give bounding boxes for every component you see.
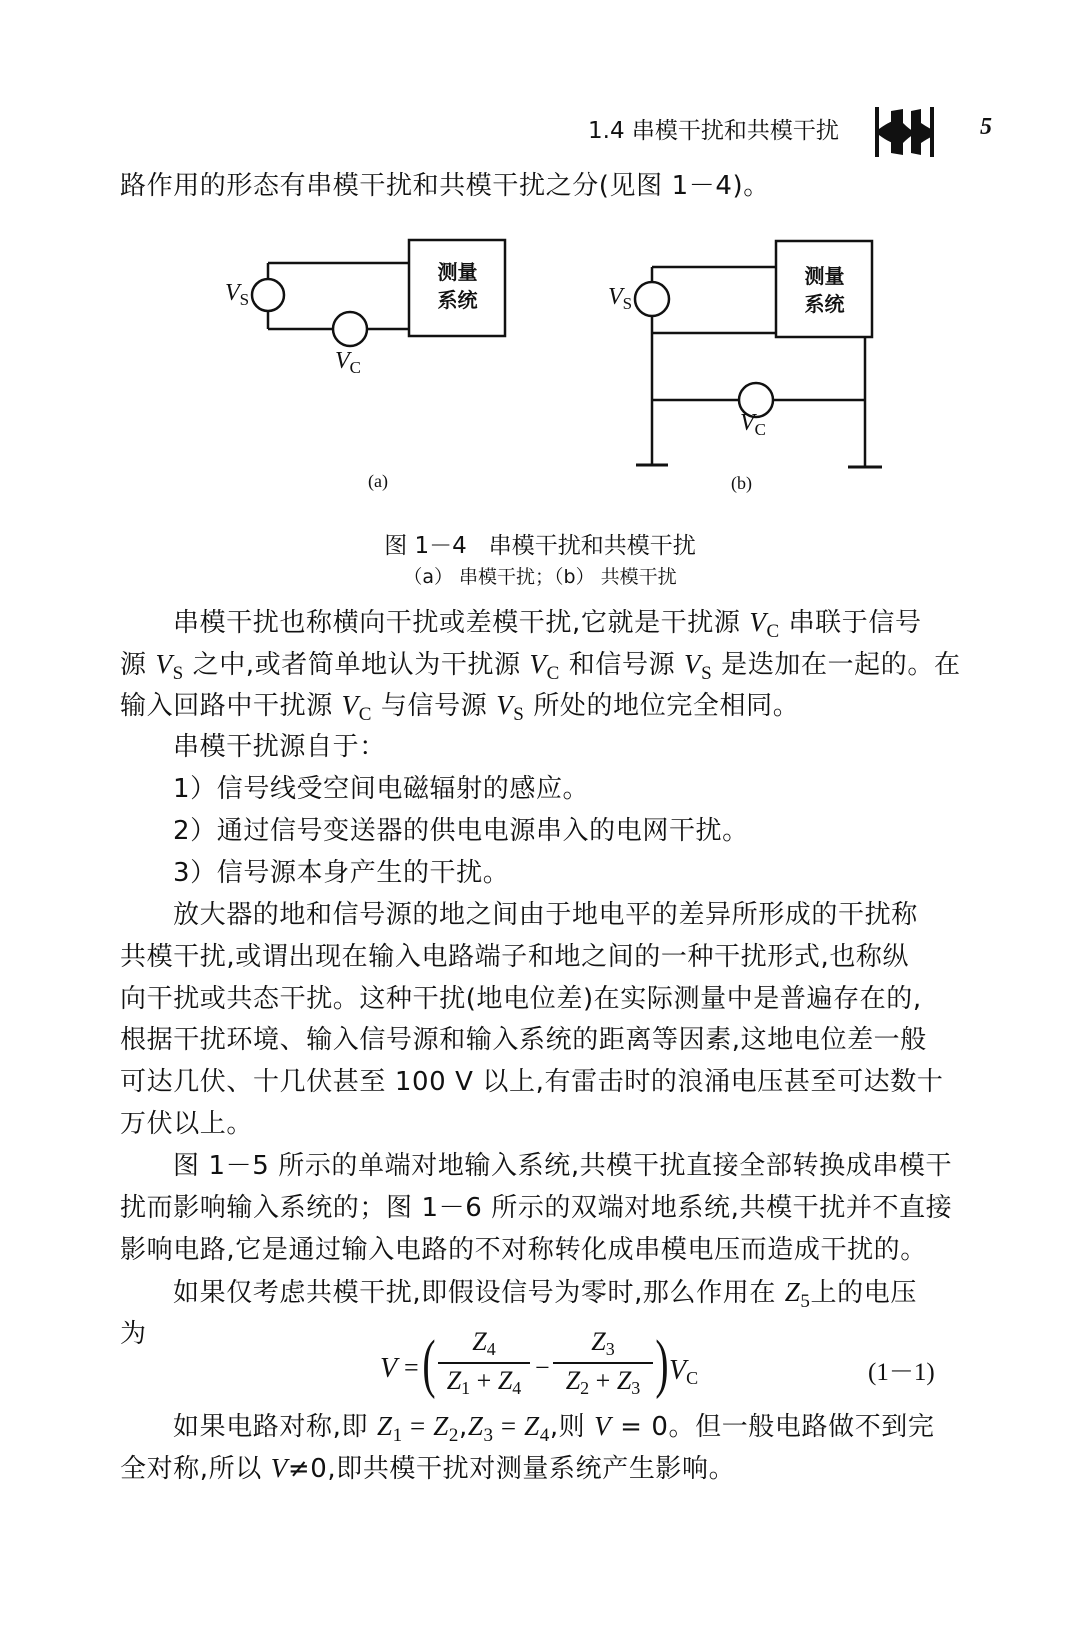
sub: 3: [483, 1425, 494, 1446]
text: 如果仅考虑共模干扰,即假设信号为零时,那么作用在: [173, 1278, 785, 1308]
figure-caption: 图 1－4 串模干扰和共模干扰: [384, 533, 696, 559]
figure-1-4-circuit-diagrams: [0, 0, 1080, 520]
text: ,: [458, 1412, 468, 1442]
sub: 1: [461, 1378, 471, 1398]
vs-var: V: [225, 280, 240, 306]
eq-right-paren: ): [655, 1327, 669, 1400]
frac1-bar: [438, 1362, 530, 1364]
frac2-numerator: [553, 1327, 653, 1360]
vc-var: V: [335, 348, 350, 374]
paragraph-4-line-1: [173, 1276, 917, 1318]
var: Z: [472, 1327, 487, 1356]
list-item: 3）信号源本身产生的干扰。: [173, 858, 510, 888]
var: V: [669, 1355, 687, 1386]
var: Z: [376, 1411, 393, 1441]
sub: 4: [512, 1378, 522, 1398]
vc-sub: C: [349, 358, 362, 377]
plus: +: [470, 1366, 498, 1395]
paragraph-1-line-2: [120, 648, 961, 690]
text: 串联于信号: [779, 608, 922, 638]
panel-b-box-label: [777, 262, 872, 318]
figure-subcaption: （a） 串模干扰；（b） 共模干扰: [403, 566, 677, 588]
var: V: [155, 649, 173, 679]
text: 上的电压: [810, 1278, 917, 1308]
var: V: [341, 690, 359, 720]
paragraph-3-line: 影响电路,它是通过输入电路的不对称转化成串模电压而造成干扰的。: [120, 1235, 927, 1265]
sub: 2: [580, 1378, 590, 1398]
running-header-section-title: 1.4 串模干扰和共模干扰: [588, 118, 839, 144]
sub: S: [513, 704, 525, 725]
panel-a-box-label: [410, 258, 505, 314]
frac2-bar: [553, 1362, 653, 1364]
text: 输入回路中干扰源: [120, 691, 342, 721]
sub: S: [701, 663, 713, 684]
vc-sub: C: [754, 420, 767, 439]
sub: 4: [539, 1425, 550, 1446]
sub: S: [172, 663, 184, 684]
panel-b-vs-label: [608, 284, 632, 314]
vs-var: V: [608, 284, 623, 310]
var: Z: [565, 1366, 581, 1395]
sub: 5: [800, 1291, 811, 1312]
eq-fraction-2: [553, 1327, 653, 1399]
sub: 3: [605, 1339, 615, 1359]
vc-var: V: [740, 410, 755, 436]
frac1-numerator: [438, 1327, 530, 1360]
text: 是迭加在一起的。在: [712, 650, 961, 680]
paragraph-5-line-1: [173, 1410, 935, 1452]
text: 所处的地位完全相同。: [524, 691, 800, 721]
panel-a-box-line1: 测量: [437, 260, 478, 284]
eq-left-paren: (: [422, 1327, 436, 1400]
panel-a-box-line2: 系统: [437, 288, 478, 312]
sub: 4: [486, 1339, 496, 1359]
eq-equals: =: [404, 1353, 419, 1382]
var: Z: [446, 1366, 462, 1395]
list-item: 2）通过信号变送器的供电电源串入的电网干扰。: [173, 816, 749, 846]
text: 全对称,所以: [120, 1454, 271, 1484]
text: 串模干扰也称横向干扰或差模干扰,它就是干扰源: [173, 608, 750, 638]
op: =: [402, 1411, 434, 1441]
page-number: 5: [980, 114, 992, 140]
intro-text-line: 路作用的形态有串模干扰和共模干扰之分(见图 1－4)。: [120, 171, 770, 201]
var: V: [529, 649, 547, 679]
frac2-denominator: [553, 1366, 653, 1399]
var: Z: [497, 1366, 513, 1395]
eq-minus: −: [535, 1353, 550, 1382]
var: V: [684, 649, 702, 679]
paragraph-2-line: 可达几伏、十几伏甚至 100 V 以上,有雷击时的浪涌电压甚至可达数十: [120, 1067, 944, 1097]
sub: C: [766, 621, 780, 642]
panel-a-vs-source: [252, 279, 284, 311]
paragraph-3-line: 扰而影响输入系统的；图 1－6 所示的双端对地系统,共模干扰并不直接: [120, 1193, 953, 1223]
var: Z: [433, 1411, 449, 1441]
sub: C: [358, 704, 373, 725]
text: = 0。但一般电路做不到完: [611, 1412, 935, 1442]
var: Z: [467, 1411, 484, 1441]
eq-factor: [669, 1355, 698, 1389]
var: Z: [616, 1366, 632, 1395]
var: Z: [524, 1411, 540, 1441]
var: V: [496, 690, 514, 720]
op: =: [493, 1411, 525, 1441]
plus: +: [589, 1366, 617, 1395]
var: Z: [784, 1277, 801, 1307]
text: 之中,或者简单地认为干扰源: [183, 650, 530, 680]
text: 和信号源: [559, 650, 685, 680]
panel-b-label: (b): [731, 473, 752, 493]
vs-sub: S: [622, 294, 633, 313]
eq-lhs: V: [380, 1353, 398, 1384]
frac1-denominator: [438, 1366, 530, 1399]
paragraph-2-line: 万伏以上。: [120, 1109, 254, 1139]
paragraph-1-line-3: [120, 689, 799, 731]
panel-b-box-line1: 测量: [804, 264, 845, 288]
var: V: [749, 607, 767, 637]
text: ,则: [549, 1412, 595, 1442]
text: 源: [120, 650, 156, 680]
paragraph-2-line: 根据干扰环境、输入信号源和输入系统的距离等因素,这地电位差一般: [120, 1025, 927, 1055]
text: 与信号源: [372, 691, 497, 721]
sources-intro: 串模干扰源自于：: [173, 732, 386, 762]
panel-a-vs-label: [225, 280, 249, 310]
paragraph-2-line: 共模干扰,或谓出现在输入电路端子和地之间的一种干扰形式,也称纵: [120, 942, 910, 972]
paragraph-2-line: 向干扰或共态干扰。这种干扰(地电位差)在实际测量中是普遍存在的,: [120, 984, 922, 1014]
panel-a-vc-source: [333, 312, 367, 346]
eq-fraction-1: [438, 1327, 530, 1399]
equation-1-1: [380, 1325, 710, 1415]
equation-number: (1－1): [868, 1359, 935, 1386]
sub: 3: [631, 1378, 641, 1398]
list-item: 1）信号线受空间电磁辐射的感应。: [173, 774, 590, 804]
var: Z: [591, 1327, 606, 1356]
var: V: [270, 1453, 288, 1483]
paragraph-4-line-2: 为: [120, 1319, 147, 1349]
sub: 2: [448, 1425, 459, 1446]
text: ≠0,即共模干扰对测量系统产生影响。: [287, 1454, 736, 1484]
paragraph-3-line: 图 1－5 所示的单端对地输入系统,共模干扰直接全部转换成串模干: [173, 1151, 953, 1181]
paragraph-5-line-2: [120, 1452, 735, 1485]
var: V: [594, 1411, 612, 1441]
vs-sub: S: [239, 290, 250, 309]
paragraph-1-line-1: [173, 606, 922, 648]
paragraph-2-line: 放大器的地和信号源的地之间由于地电平的差异所形成的干扰称: [173, 900, 918, 930]
panel-b-vc-label: [740, 410, 766, 440]
text: 如果电路对称,即: [173, 1412, 377, 1442]
panel-b-vs-source: [635, 282, 669, 316]
sub: C: [686, 1368, 699, 1388]
sub: C: [546, 663, 560, 684]
sub: 1: [392, 1425, 403, 1446]
panel-b-box-line2: 系统: [804, 292, 845, 316]
panel-a-label: (a): [368, 471, 388, 491]
panel-a-vc-label: [335, 348, 361, 378]
